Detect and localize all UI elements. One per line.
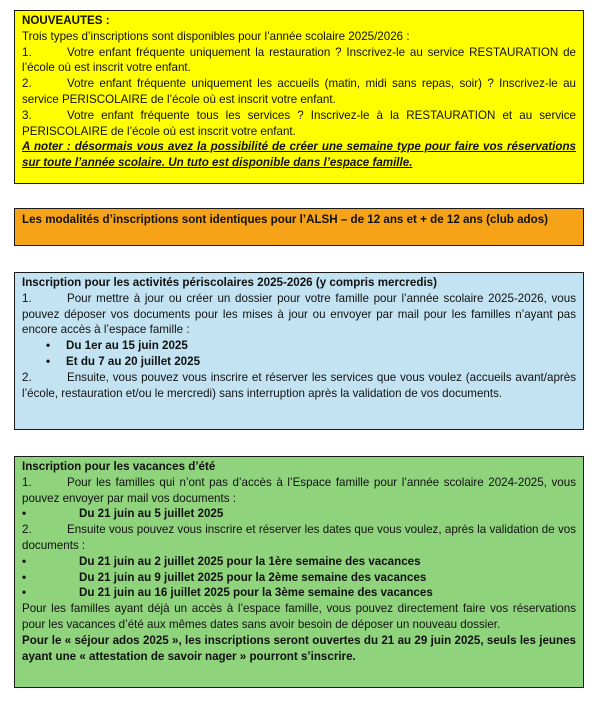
item-number: 2. <box>22 370 32 384</box>
date-bullet <box>22 354 576 370</box>
bullet-text: Du 21 juin au 2 juillet 2025 pour la 1ère semaine des vacances <box>79 554 421 568</box>
vacances-item <box>22 522 576 554</box>
item-number: 2. <box>22 523 32 537</box>
nouveautes-item <box>22 76 576 108</box>
bullet-text: Du 21 juin au 9 juillet 2025 pour la 2ème semaine des vacances <box>79 570 427 584</box>
bullet-icon: • <box>46 339 51 353</box>
nouveautes-item <box>22 108 576 140</box>
bullet-icon: • <box>22 586 27 600</box>
vacances-item <box>22 475 576 507</box>
vacances-paragraph: Pour les familles ayant déjà un accès à l’espace famille, vous pouvez directement faire vos réservations pour les vacances d’été aux mêmes dates sans avoir besoin de déposer un nouveau dossier. <box>22 602 576 631</box>
periscolaire-title: Inscription pour les activités périscolaires 2025-2026 (y compris mercredis) <box>22 276 437 289</box>
date-bullet <box>22 554 576 570</box>
periscolaire-box <box>14 272 584 430</box>
item-text: Votre enfant fréquente uniquement la restauration ? Inscrivez-le au service RESTAURATION de l’école où est inscrit votre enfant. <box>22 45 576 75</box>
bullet-icon: • <box>46 354 51 368</box>
bullet-icon: • <box>22 570 27 584</box>
item-text: Ensuite, vous pouvez vous inscrire et réserver les services que vous voulez (accueils avant/après l’école, restauration et/ou le mercredi) sans interruption après la validation de vos documents. <box>22 370 576 400</box>
item-number: 1. <box>22 45 32 59</box>
date-bullet <box>22 585 576 601</box>
item-number: 2. <box>22 77 32 91</box>
sejour-ados-note: Pour le « séjour ados 2025 », les inscriptions seront ouvertes du 21 au 29 juin 2025, seuls les jeunes ayant une « attestation de savoir nager » pourront s’inscrire. <box>22 633 576 663</box>
item-text: Votre enfant fréquente tous les services ? Inscrivez-le à la RESTAURATION et au service PERISCOLAIRE de l’école où est inscrit votre enfant. <box>22 108 576 138</box>
item-text: Votre enfant fréquente uniquement les accueils (matin, midi sans repas, soir) ? Inscrivez-le au service PERISCOLAIRE de l’école où est inscrit votre enfant. <box>22 77 576 106</box>
bullet-text: Du 21 juin au 5 juillet 2025 <box>79 507 224 521</box>
item-number: 1. <box>22 475 32 489</box>
date-bullet <box>22 506 576 522</box>
item-number: 1. <box>22 291 32 305</box>
item-text: Pour mettre à jour ou créer un dossier pour votre famille pour l’année scolaire 2025-2026, vous pouvez déposer vos documents pour les mises à jour ou envoyer par mail pour les familles n’ayant pas encore accès à l’espace famille : <box>22 291 576 337</box>
periscolaire-item <box>22 370 576 402</box>
vacances-title: Inscription pour les vacances d’été <box>22 460 216 473</box>
nouveautes-intro: Trois types d’inscriptions sont disponibles pour l’année scolaire 2025/2026 : <box>22 29 410 43</box>
bullet-text: Du 21 juin au 16 juillet 2025 pour la 3ème semaine des vacances <box>79 586 433 600</box>
vacances-box <box>14 456 584 688</box>
item-text: Pour les familles qui n’ont pas d’accès à l’Espace famille pour l’année scolaire 2024-2025, vous pouvez envoyer par mail vos documents : <box>22 475 576 505</box>
nouveautes-note: A noter : désormais vous avez la possibilité de créer une semaine type pour faire vos réservations sur toute l’année scolaire. Un tuto est disponible dans l’espace famille. <box>22 140 576 170</box>
bullet-text: Du 1er au 15 juin 2025 <box>66 339 188 353</box>
date-bullet <box>22 570 576 586</box>
alsh-box <box>14 208 584 246</box>
periscolaire-item <box>22 291 576 338</box>
bullet-icon: • <box>22 554 27 568</box>
item-text: Ensuite vous pouvez vous inscrire et réserver les dates que vous voulez, après la validation de vos documents : <box>22 523 576 552</box>
bullet-text: Et du 7 au 20 juillet 2025 <box>66 354 201 368</box>
date-bullet <box>22 338 576 354</box>
nouveautes-title: NOUVEAUTES : <box>22 14 110 27</box>
nouveautes-item <box>22 45 576 77</box>
alsh-text: Les modalités d’inscriptions sont identiques pour l’ALSH – de 12 ans et + de 12 ans (club ados) <box>22 213 549 226</box>
bullet-icon: • <box>22 507 27 521</box>
item-number: 3. <box>22 108 32 122</box>
nouveautes-box <box>14 10 584 184</box>
